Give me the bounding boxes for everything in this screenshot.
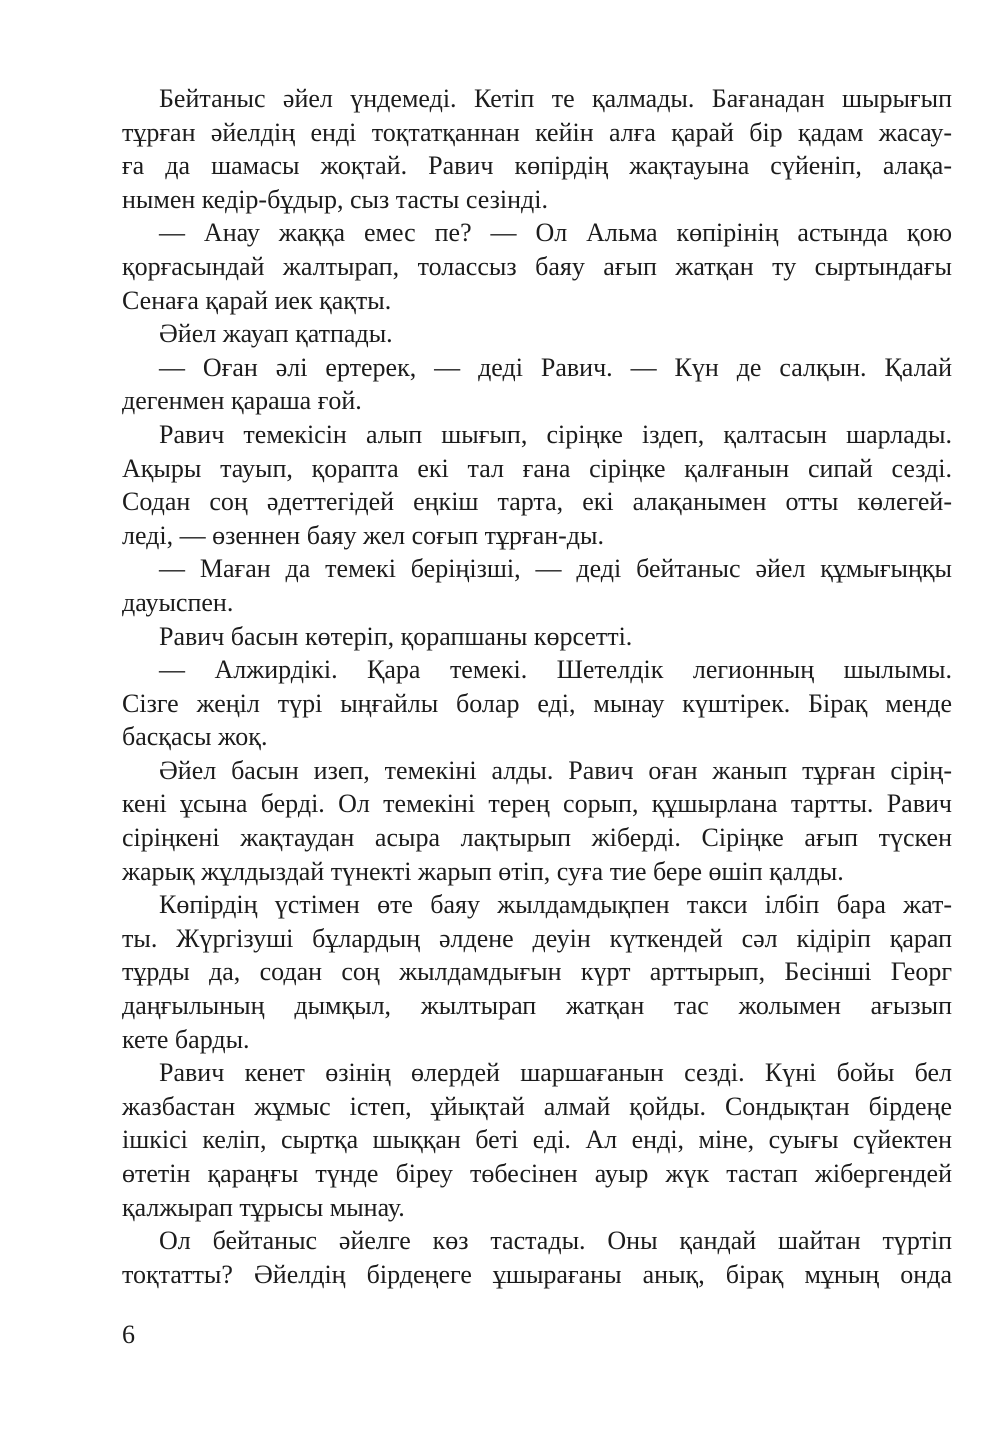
text-line: жазбастан жұмыс істеп, ұйықтай алмай қойды. Сондықтан бірдеңе — [122, 1091, 952, 1121]
text-line: ішкісі келіп, сыртқа шыққан беті еді. Ал енді, міне, суығы сүйектен — [122, 1125, 952, 1155]
text-line: қалжырап тұрысы мынау. — [122, 1192, 405, 1222]
text-line: — Оған әлі ертерек, — деді Равич. — Күн де салқын. Қалай — [159, 352, 952, 382]
text-line: Равич басын көтеріп, қорапшаны көрсетті. — [159, 621, 633, 651]
page-number: 6 — [122, 1320, 135, 1349]
text-line: Содан соң әдеттегідей еңкіш тарта, екі алақанымен отты көлегей- — [122, 487, 952, 517]
text-line: Ол бейтаныс әйелге көз тастады. Оны қандай шайтан түртіп — [159, 1226, 952, 1256]
text-line: Әйел басын изеп, темекіні алды. Равич оған жанып тұрған сірің- — [159, 755, 952, 785]
text-line: — Маған да темекі беріңізші, — деді бейтаныс әйел құмығыңқы — [159, 554, 952, 584]
text-line: тұрды да, содан соң жылдамдығын күрт арттырып, Бесінші Георг — [122, 957, 952, 987]
text-line: Сізге жеңіл түрі ыңғайлы болар еді, мынау күштірек. Бірақ менде — [122, 688, 952, 718]
text-line: Бейтаныс әйел үндемеді. Кетіп те қалмады. Бағанадан шырығып — [159, 84, 952, 113]
text-line: басқасы жоқ. — [122, 722, 268, 752]
text-line: кете барды. — [122, 1024, 250, 1054]
text-line: Әйел жауап қатпады. — [159, 319, 393, 349]
text-line: Көпірдің үстімен өте баяу жылдамдықпен такси ілбіп бара жат- — [159, 890, 952, 920]
text-line: Сенаға қарай иек қақты. — [122, 285, 392, 315]
text-line: Равич темекісін алып шығып, сіріңке іздеп, қалтасын шарлады. — [159, 419, 952, 449]
text-line: ты. Жүргізуші бұлардың әлдене деуін күткендей сәл кідіріп қарап — [122, 923, 952, 953]
text-line: қорғасындай жалтырап, толассыз баяу ағып жатқан ту сыртындағы — [122, 251, 952, 281]
text-line: нымен кедір-бұдыр, сыз тасты сезінді. — [122, 184, 548, 214]
text-line: кені ұсына берді. Ол темекіні терең сорып, құшырлана тартты. Равич — [122, 789, 952, 819]
text-line: леді, — өзеннен баяу жел соғып тұрған-ды. — [122, 520, 605, 550]
text-line: даңғылының дымқыл, жылтырап жатқан тас жолымен ағызып — [122, 991, 952, 1021]
text-line: — Анау жаққа емес пе? — Ол Альма көпірінің астында қою — [159, 218, 952, 248]
text-line: Равич кенет өзінің өлердей шаршағанын сезді. Күні бойы бел — [159, 1058, 952, 1088]
body-text — [122, 82, 952, 1291]
text-line: — Алжирдікі. Қара темекі. Шетелдік легионның шылымы. — [159, 655, 952, 685]
text-line: сіріңкені жақтаудан асыра лақтырып жіберді. Сіріңке ағып түскен — [122, 823, 952, 853]
text-line: дегенмен қараша ғой. — [122, 386, 362, 416]
text-line: жарық жұлдыздай түнекті жарып өтіп, суға тие бере өшіп қалды. — [122, 856, 844, 886]
text-line: ға да шамасы жоқтай. Равич көпірдің жақтауына сүйеніп, алақа- — [122, 151, 952, 181]
text-line: дауыспен. — [122, 587, 234, 617]
text-line: Ақыры тауып, қорапта екі тал ғана сіріңке қалғанын сипай сезді. — [122, 453, 952, 483]
text-line: тоқтатты? Әйелдің бірдеңеге ұшырағаны анық, бірақ мұның онда — [122, 1259, 952, 1289]
text-line: тұрған әйелдің енді тоқтатқаннан кейін алға қарай бір қадам жасау- — [122, 117, 952, 147]
text-line: өтетін қараңғы түнде біреу төбесінен ауыр жүк тастап жібергендей — [122, 1159, 952, 1188]
